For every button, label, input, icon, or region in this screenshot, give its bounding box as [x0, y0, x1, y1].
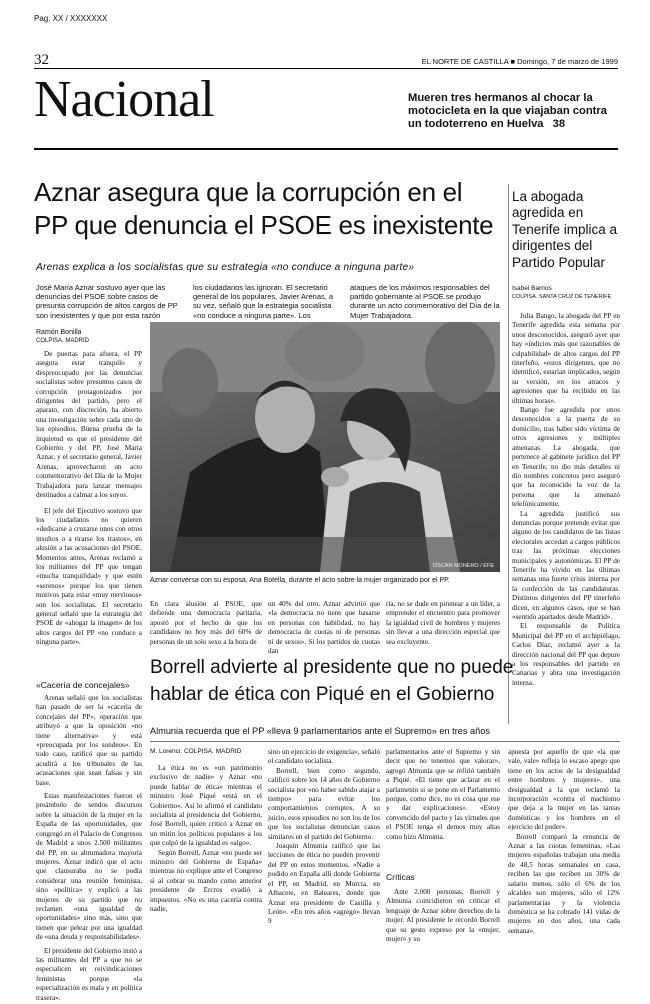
folio-rule	[34, 68, 618, 69]
second-headline	[150, 654, 620, 708]
photo-credit: ÓSCAR MONERO / EFE	[432, 563, 494, 569]
lead-paragraph: El presidente del Gobierno instó a las militantes del PP a que no se especialicen en reivindicaciones feministas porque «la especialización es mala y en política trasera».	[36, 946, 143, 1002]
second-col4	[508, 748, 620, 936]
second-paragraph: sino un ejercicio de exigencia», señaló el candidato socialista.	[268, 748, 380, 766]
sidebar-body	[512, 312, 620, 688]
lead-headline-line1: Aznar asegura que la corrupción en el	[34, 177, 463, 207]
sidebar-paragraph: El responsable de Política Municipal del PP en el archipiélago, Carlos Díaz, reclamó ayer a la dirección nacional del PP que depure a los responsables del partido en Canarias y abra una investigación interna.	[512, 622, 620, 687]
teaser[interactable]	[408, 92, 620, 131]
lead-headline-line2: PP que denuncia el PSOE es inexistente	[34, 210, 494, 240]
sidebar-divider	[508, 184, 509, 724]
second-deck: Almunia recuerda que el PP «lleva 9 parlamentarios ante el Supremo» en tres años	[150, 726, 490, 736]
second-col3	[386, 748, 500, 842]
header-rule	[34, 148, 618, 150]
lead-paragraph: un 40% del otro. Aznar advirtió que «la democracia no tiene que basarse en personas con habilidad, no hay democracia de cuotas ni de personas ni de sexos». Si los partidos de cuotas dan	[268, 600, 380, 656]
page-label: Pag. XX / XXXXXXX	[34, 14, 108, 23]
lead-paragraph: ría, no se dude en pirenear a un líder, a emprender el encuentro para promover la igualdad civil de hombres y mujeres sin llevar a una dirección especial que sea excluyente.	[386, 600, 500, 646]
teaser-page: 38	[552, 118, 566, 130]
lead-body-col1b	[36, 694, 142, 1003]
second-headline-line1: Borrell advierte al presidente que no puede	[150, 657, 514, 678]
lead-byline	[36, 328, 89, 346]
second-paragraph: Joaquín Almunia ratificó que las lecciones de ética no pueden provenir del PP en estos momentos. «Nadie a podido en España allí donde Gobierna el PP, en Madrid, en Murcia, en Albacete, en Baleares, donde que Aznar era presidente de Castilla y León». «En tres años «agregó» llevan 9	[268, 842, 380, 926]
after-photo-col1	[150, 600, 262, 647]
after-photo-col3	[386, 600, 500, 647]
lead-headline	[34, 176, 504, 242]
lead-paragraph: De puertas para afuera, el PP asegura estar tranquilo y despreocupado por las denuncias socialistas sobre presuntos casos de corrupción protagonizados por dirigentes del partido, pero el aparato, con discreción, ha abierto una investigación sobre cada uno de los episodios. Buena prueba de la inquietud es que el presidente del Gobierno y del PP, José María Aznar, y el secretario general, Javier Arenas, aprovecharon un acto conmemorativo del Día de la Mujer Trabajadora para lanzar mensajes destinados a calmar a los suyos.	[36, 350, 142, 500]
lead-paragraph: Arenas señaló que los socialistas han pasado de ser la «cacería de concejales del PP», operación que atribuyó a que la oposición «no tiene alternativa» y está «preocupada por los sondeos». En todo caso, ratificó que su partido acudirá a los tribunales de las acusaciones que sean falsas y sin base.	[36, 694, 142, 787]
lead-subhead: «Cacería de concejales»	[36, 680, 130, 690]
second-col1	[150, 764, 262, 915]
lead-summary-col2: los ciudadanos las ignoran. El secretario general de los populares, Javier Arenas, a su vez, señaló que la estrategia socialista «no conduce a ninguna parte». Los	[193, 283, 334, 320]
second-paragraph: Según Borrell, Aznar «no puede ser ministro del Gobierno de España» mientras no explique ante el Congreso si al cobrar su mando como anterior presidente de Ercros evadió a impuestos. «No es una cacería contra nadie,	[150, 848, 262, 914]
photo-aznar-botella	[150, 322, 500, 572]
second-paragraph: apuesta por aquello de que «la que vale, vale» refleja lo escaso apego que tiene en los actos de la desigualdad entre hombres y mujeres», una desigualdad a la que reclamó la incorporación «contra el machismo que deja a la mujer en las tareas domésticas y los hombres en el ejercicio del poder».	[508, 748, 620, 832]
second-paragraph: Borrell comparó la renuncia de Aznar a las cuotas femeninas, «Las mujeres españolas trabajan una media de 48,5 horas semanales en casa, reciben las que reciben un 30% de salario menos, sólo el 6% de los alcaldes son mujeres, sólo el 12% parlamentarias y la violencia doméstica se ha cobrado 141 vidas de mujeres en dos años, una cada semana».	[508, 832, 620, 935]
second-paragraph: Borrell, bien como segundo, calificó sobre los 14 años de Gobierno socialista por «no haber sabido atajar a tiempo» para evitar los comportamientos corruptos. A su juicio, esos episodios no son los de los que los socialistas denuncian casos similares en el partido del Gobierno.	[268, 766, 380, 841]
second-headline-line2: hablar de ética con Piqué en el Gobierno	[150, 684, 495, 705]
section-title: Nacional	[34, 71, 214, 128]
lead-summary-col3: ataques de los máximos responsables del partido gobernante al PSOE se produjo durante un acto conmemorativo del Día de la Mujer Trabajadora.	[350, 283, 500, 320]
lead-body-col1	[36, 350, 142, 648]
lead-paragraph: Estas manifestaciones fueron el preámbulo de sendos discursos sobre la situación de la mujer en la España de las oportunidades, que congregó en el Palacio de Congresos de Madrid a unos 2.500 militantes del PP, en su abrumadora mayoría mujeres. Aznar indicó que el acto que clausuraba no se podía considerar una reunión feminista, sino «política» y explicó a las mujeres de su partido que no reclamen «una igualdad de oportunidades» sino más, sino que tienen que pelear por una igualdad de «una deuda y responsabilidades».	[36, 792, 142, 942]
page-number: 32	[34, 52, 49, 68]
sidebar-paragraph: Bango fue agredida por unos desconocidos a la puerta de su domicilio, tras haber sido víctima de otros agresiones y múltiples amenazas. La abogada, que pertenece al gabinete jurídico del PP en Tenerife, no dio más detalles ni dio nombres concretos pero aseguró que ha reconocido la voz de la persona que la amenazó telefónicamente.	[512, 406, 620, 509]
sidebar-paragraph: Julia Bango, la abogada del PP en Tenerife agredida esta semana por unos desconocidos, aseguró ayer que hay «indicios más que razonables de culpabilidad» de altos cargos del PP tinerfeño, «estos dirigentes, que no identificó, estarían implicados, según su versión, en los atracos y agresiones que ha recibido en las últimas horas».	[512, 312, 620, 405]
lead-summary-col1: José María Aznar sostuvo ayer que las denuncias del PSOE sobre casos de presunta corrupción de altos cargos de PP son inexistentes y que por esta razón	[36, 283, 178, 320]
sidebar-byline-agency: COLPISA. SANTA CRUZ DE TENERIFE	[512, 294, 612, 300]
second-paragraph: La ética no es «un patrimonio exclusivo de nadie» y Aznar «no puede hablar de ética» mientras el ministro José Piqué «está en el Gobierno». Así lo afirmó el candidato socialista al presidencia del Gobierno, José Borrell, quien criticó a Aznar en un mitin los políticos populares a los que culpó de la igualdad es «algo».	[150, 764, 262, 848]
second-deck-rule	[150, 741, 620, 742]
lead-byline-agency: COLPISA. MADRID	[36, 338, 90, 344]
second-paragraph: Ante 2.000 personas, Borrell y Almunia coincidieron en criticar el lenguaje de Aznar sobre derechos de la mujer. Al presidente le recordó Borrell que su gesto expreso por la «mujer, mujer» y su	[386, 888, 500, 944]
lead-paragraph: El jefe del Ejecutivo sostuvo que los ciudadanos no quieren «dedicarse a cruzarse unos con otros insultos o a tirarse los trastos», en alusión a las acusaciones del PSOE. Momentos antes, Arenas reclamó a los militantes del PP que tengan «mucha tranquilidad» y que estén «serenos» porque los que tienen motivos para estar «muy nerviosos» son los socialistas. El secretario general señaló que la estrategia del PSOE de «ahogar la imagen» de los altos cargos del PP «no conduce a ninguna parte».	[36, 506, 142, 647]
second-byline: M. Lorenci. COLPISA. MADRID	[150, 748, 242, 755]
sidebar-byline-name: Isabel Barrios	[512, 285, 552, 292]
lead-paragraph: En clara alusión al PSOE, que defiende una democracia paritaria, apostó por el hecho de que los candidatos no hoy más del 60% de personas de un solo sexo a la hora de	[150, 600, 262, 646]
after-photo-col2	[268, 600, 380, 656]
second-paragraph: parlamentarios ante el Supremo y sin decir que no tenemos que valorar», agregó Almunia que se refirió también a Piqué. «El tiene que aclarar en el parlamento si se pone en el Parlamento porque, como dice, no es cosa que ese y dar explicaciones». «Estoy convencido del pacto y las virtudes que el PSOE tenga el demos muy altas como hizo Almunia.	[386, 748, 500, 841]
paper-and-date: EL NORTE DE CASTILLA ■ Domingo, 7 de marzo de 1999	[421, 57, 618, 66]
second-subhead: Críticas	[386, 872, 415, 882]
sidebar-paragraph: La agredida justificó sus denuncias porque pretende evitar que alguno de los candidatos de las listas electorales accedan a cargos públicos tras las próximas elecciones municipales y autonómicas. El PP de Tenerife ha vivido en las últimas semanas una fuerte crisis interna por la confección de las candidaturas. Distintos dirigentes del PP tinerfeño dicen, en algunos casos, que se han «sentido apartados desde Madrid».	[512, 509, 620, 621]
second-col3b	[386, 888, 500, 944]
photo-caption: Aznar conversa con su esposa, Ana Botella, durante el acto sobre la mujer organizado por el PP.	[150, 577, 450, 584]
lead-deck: Arenas explica a los socialistas que su estrategia «no conduce a ninguna parte»	[36, 262, 415, 273]
lead-byline-name: Ramón Bonilla	[36, 329, 82, 336]
sidebar-byline	[512, 285, 611, 301]
second-col2	[268, 748, 380, 927]
sidebar-headline: La abogada agredida en Tenerife implica a dirigentes del Partido Popular	[512, 189, 618, 270]
teaser-text: Mueren tres hermanos al chocar la motocicleta en la que viajaban contra un todoterreno en Huelva	[408, 92, 607, 130]
